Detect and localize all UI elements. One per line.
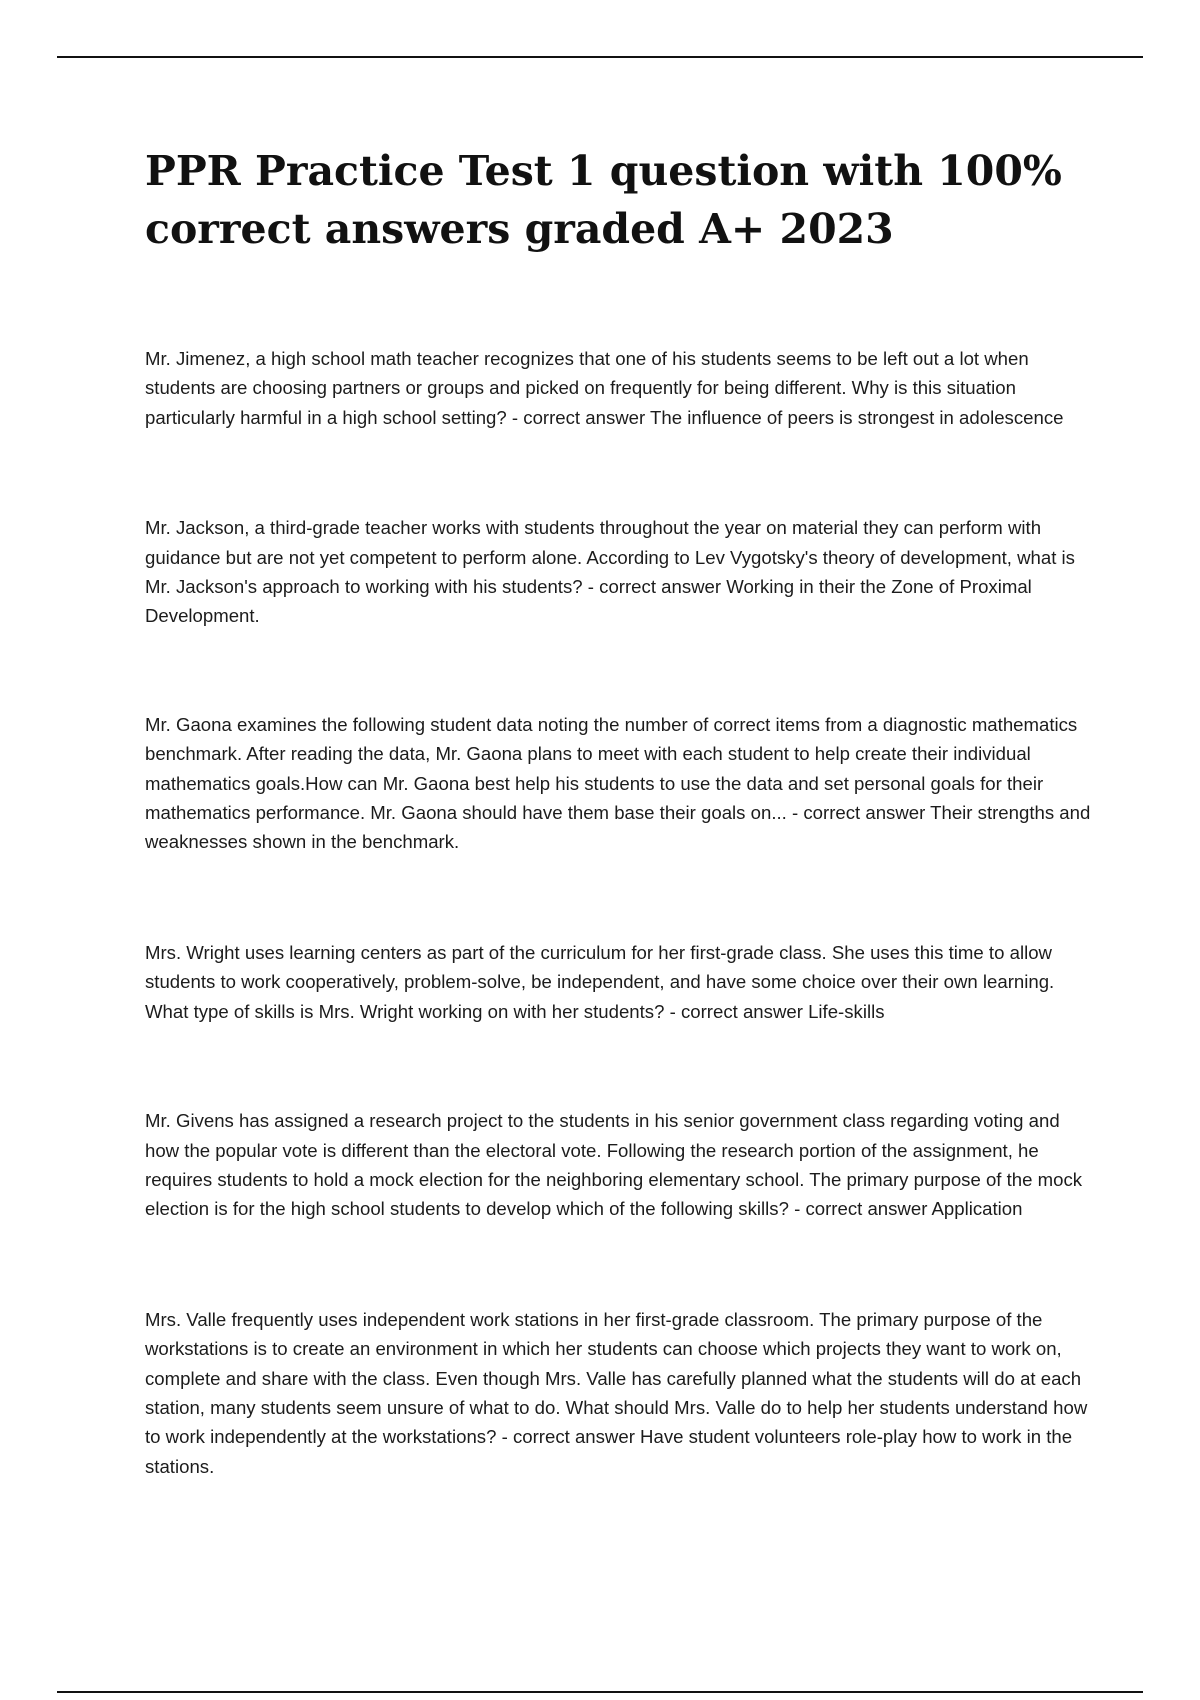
top-horizontal-rule bbox=[57, 56, 1143, 58]
answer-text: correct answer Life-skills bbox=[680, 1000, 885, 1022]
question-text: Mr. Gaona examines the following student data noting the number of correct items from a diagnostic mathematics benchmark. After reading the data, Mr. Gaona plans to meet with each student to help create their individual mathematics goals.How can Mr. Gaona best help his students to use the data and set personal goals for their mathematics performance. Mr. Gaona should have them base their goals on... bbox=[145, 713, 1078, 824]
question-text: Mr. Jackson, a third-grade teacher works with students throughout the year on material they can perform with guidance but are not yet competent to perform alone. According to Lev Vygotsky's theory of development, what is Mr. Jackson's approach to working with his students? bbox=[145, 517, 1075, 598]
answer-text: correct answer Have student volunteers role-play how to work in the stations. bbox=[145, 1426, 1073, 1477]
answer-separator: - bbox=[506, 406, 524, 428]
answer-text: correct answer The influence of peers is strongest in adolescence bbox=[523, 406, 1064, 428]
answer-text: correct answer Their strengths and weaknesses shown in the benchmark. bbox=[145, 802, 1091, 853]
answer-text: correct answer Application bbox=[805, 1198, 1023, 1220]
qa-item bbox=[145, 344, 1095, 432]
answer-separator: - bbox=[582, 576, 600, 598]
answer-separator: - bbox=[786, 802, 804, 824]
document-title: PPR Practice Test 1 question with 100% correct answers graded A+ 2023 bbox=[145, 147, 1062, 253]
question-text: Mr. Givens has assigned a research project to the students in his senior government class regarding voting and how the popular vote is different than the electoral vote. Following the research portion of the assignment, he requires students to hold a mock election for the neighboring elementary school. The primary purpose of the mock election is for the high school students to develop which of the following skills? bbox=[145, 1110, 1083, 1220]
qa-item bbox=[145, 1305, 1095, 1481]
answer-separator: - bbox=[496, 1426, 513, 1448]
question-text: Mrs. Wright uses learning centers as part of the curriculum for her first-grade class. She uses this time to allow students to work cooperatively, problem-solve, be independent, and have some choice over their own learning. What type of skills is Mrs. Wright working on with her students? bbox=[145, 941, 1055, 1022]
question-text: Mrs. Valle frequently uses independent work stations in her first-grade classroom. The primary purpose of the workstations is to create an environment in which her students can choose which projects they want to work on, complete and share with the class. Even though Mrs. Valle has carefully planned what the students will do at each station, many students seem unsure of what to do. What should Mrs. Valle do to help her students understand how to work independently at the workstations? bbox=[145, 1308, 1088, 1448]
qa-item bbox=[145, 513, 1095, 631]
question-answer-list bbox=[145, 344, 1095, 1561]
question-text: Mr. Jimenez, a high school math teacher recognizes that one of his students seems to be left out a lot when students are choosing partners or groups and picked on frequently for being different. Why is this situation particularly harmful in a high school setting? bbox=[145, 348, 1029, 428]
qa-item bbox=[145, 710, 1095, 857]
qa-item bbox=[145, 1106, 1095, 1224]
answer-separator: - bbox=[788, 1198, 806, 1220]
answer-text: correct answer Working in their the Zone of Proximal Development. bbox=[145, 576, 1032, 627]
qa-item bbox=[145, 938, 1095, 1026]
answer-separator: - bbox=[664, 1000, 681, 1022]
bottom-horizontal-rule bbox=[57, 1691, 1143, 1693]
